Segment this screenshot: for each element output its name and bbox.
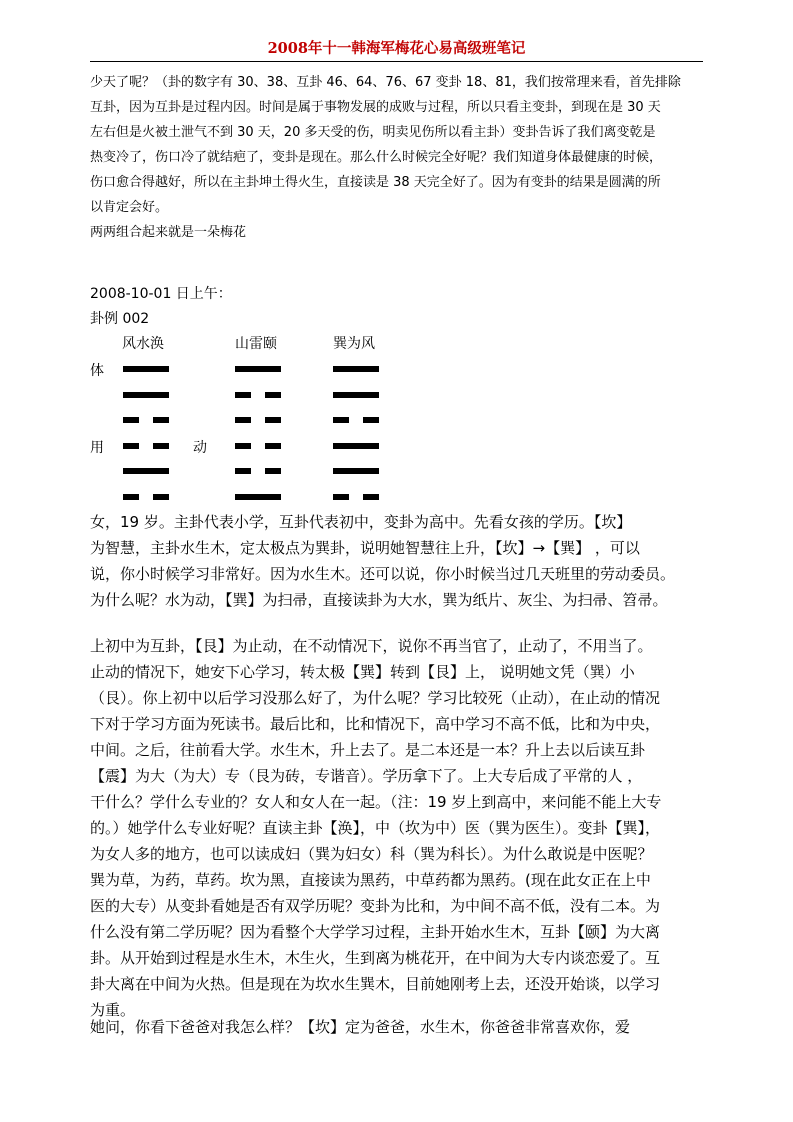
yin-line xyxy=(235,392,281,398)
yang-line xyxy=(333,366,379,372)
line-segment xyxy=(235,366,281,372)
yang-line xyxy=(333,392,379,398)
example-number: 卦例 002 xyxy=(90,311,150,327)
line-segment xyxy=(235,468,251,474)
line-segment xyxy=(265,443,281,449)
intro-line: 两两组合起来就是一朵梅花 xyxy=(90,225,247,240)
ti-label: 体 xyxy=(90,363,104,379)
yong-label: 用 xyxy=(90,440,104,456)
line-segment xyxy=(333,417,349,423)
line-segment xyxy=(333,494,349,500)
yin-line xyxy=(235,417,281,423)
yin-line xyxy=(235,443,281,449)
intro-line: 伤口愈合得越好，所以在主卦坤土得火生，直接读是 38 天完全好了。因为有变卦的结果是圆满的所 xyxy=(90,175,661,190)
line-segment xyxy=(123,392,169,398)
yang-line xyxy=(333,468,379,474)
body-line: 干什么？学什么专业的？女人和女人在一起。（注：19 岁上到高中，来问能不能上大专 xyxy=(90,793,662,811)
body-line: 女，19 岁。主卦代表小学，互卦代表初中，变卦为高中。先看女孩的学历。【坎】 xyxy=(90,513,632,531)
body-line: 为什么呢？水为动，【巽】为扫帚，直接读卦为大水，巽为纸片、灰尘、为扫帚、笤帚。 xyxy=(90,591,668,609)
body-line: 上初中为互卦，【艮】为止动，在不动情况下，说你不再当官了，止动了，不用当了。 xyxy=(90,637,653,655)
line-segment xyxy=(123,366,169,372)
line-segment xyxy=(153,494,169,500)
line-segment xyxy=(123,417,139,423)
line-segment xyxy=(123,494,139,500)
line-segment xyxy=(363,494,379,500)
intro-line: 热变冷了，伤口冷了就结疤了，变卦是现在。那么什么时候完全好呢？我们知道身体最健康的时候， xyxy=(90,150,663,165)
body-line: 说，你小时候学习非常好。因为水生木。还可以说，你小时候当过几天班里的劳动委员。 xyxy=(90,565,676,583)
yin-line xyxy=(333,494,379,500)
line-segment xyxy=(235,443,251,449)
body-line: 【震】为大（为大）专（艮为砖，专谐音）。学历拿下了。上大专后成了平常的人 ， xyxy=(90,767,643,785)
line-segment xyxy=(333,443,379,449)
intro-line: 少天了呢？（卦的数字有 30、38、互卦 46、64、76、67 变卦 18、81，我们按常理来看，首先排除 xyxy=(90,75,681,90)
line-segment xyxy=(235,417,251,423)
page-header-title: 2008年十一韩海军梅花心易高级班笔记 xyxy=(267,40,526,57)
intro-paragraph xyxy=(90,70,705,245)
yin-line xyxy=(333,417,379,423)
body-line: 的。）她学什么专业好呢？直读主卦【涣】，中（坎为中）医（巽为医生）。变卦【巽】， xyxy=(90,819,661,837)
yang-line xyxy=(123,468,169,474)
body-line: （艮）。你上初中以后学习没那么好了，为什么呢？学习比较死（止动），在止动的情况 xyxy=(90,689,661,707)
line-segment xyxy=(235,494,281,500)
yang-line xyxy=(235,366,281,372)
line-segment xyxy=(333,468,379,474)
body-line: 医的大专）从变卦看她是否有双学历呢？变卦为比和，为中间不高不低，没有二本。为 xyxy=(90,897,661,915)
yin-line xyxy=(235,468,281,474)
body-line: 为女人多的地方，也可以读成妇（巽为妇女）科（巽为科长）。为什么敢说是中医呢？ xyxy=(90,845,653,863)
hexagram-name-changed: 巽为风 xyxy=(333,336,375,352)
line-segment xyxy=(363,417,379,423)
body-line: 卦。从开始到过程是水生木，木生火，生到离为桃花开，在中间为大专内谈恋爱了。互 xyxy=(90,949,661,967)
body-line: 下对于学习方面为死读书。最后比和，比和情况下，高中学习不高不低，比和为中央， xyxy=(90,715,661,733)
intro-line: 左右但是火被土泄气不到 30 天，20 多天受的伤，明卖见伤所以看主卦）变卦告诉了我们离变乾是 xyxy=(90,125,656,140)
line-segment xyxy=(333,366,379,372)
body-line: 为智慧，主卦水生木，定太极点为巽卦，说明她智慧往上升，【坎】→【巽】 ，可以 xyxy=(90,539,640,557)
intro-line: 以肯定会好。 xyxy=(90,200,169,215)
body-line: 中间。之后，往前看大学。水生木，升上去了。是二本还是一本？升上去以后读互卦 xyxy=(90,741,646,759)
body-line: 为重。 xyxy=(90,1001,136,1019)
body-line: 什么没有第二学历呢？因为看整个大学学习过程，主卦开始水生木，互卦【颐】为大离 xyxy=(90,923,661,941)
dong-label: 动 xyxy=(193,440,207,456)
line-segment xyxy=(123,468,169,474)
yin-line xyxy=(123,417,169,423)
yang-line xyxy=(123,392,169,398)
line-segment xyxy=(153,443,169,449)
line-segment xyxy=(265,392,281,398)
session-date: 2008-10-01 日上午： xyxy=(90,286,232,302)
line-segment xyxy=(265,468,281,474)
hexagram-name-main: 风水涣 xyxy=(122,336,164,352)
line-segment xyxy=(333,392,379,398)
body-paragraph xyxy=(90,509,712,613)
body-paragraph xyxy=(90,1014,712,1040)
line-segment xyxy=(153,417,169,423)
yang-line xyxy=(123,366,169,372)
line-segment xyxy=(265,417,281,423)
yang-line xyxy=(235,494,281,500)
yang-line xyxy=(333,443,379,449)
yin-line xyxy=(123,443,169,449)
yin-line xyxy=(123,494,169,500)
body-line: 她问，你看下爸爸对我怎么样？【坎】定为爸爸，水生木，你爸爸非常喜欢你，爱 xyxy=(90,1018,631,1036)
body-line: 卦大离在中间为火热。但是现在为坎水生巽木，目前她刚考上去，还没开始谈，以学习 xyxy=(90,975,661,993)
header-rule xyxy=(90,61,703,62)
body-paragraph xyxy=(90,633,712,1023)
body-line: 止动的情况下，她安下心学习，转太极【巽】转到【艮】上， 说明她文凭（巽）小 xyxy=(90,663,635,681)
body-line: 巽为草，为药，草药。坎为黑，直接读为黑药，中草药都为黑药。(现在此女正在上中 xyxy=(90,871,651,889)
intro-line: 互卦，因为互卦是过程内因。时间是属于事物发展的成败与过程，所以只看主变卦，到现在是 30 天 xyxy=(90,100,661,115)
line-segment xyxy=(235,392,251,398)
hexagram-name-mutual: 山雷颐 xyxy=(235,336,277,352)
line-segment xyxy=(123,443,139,449)
